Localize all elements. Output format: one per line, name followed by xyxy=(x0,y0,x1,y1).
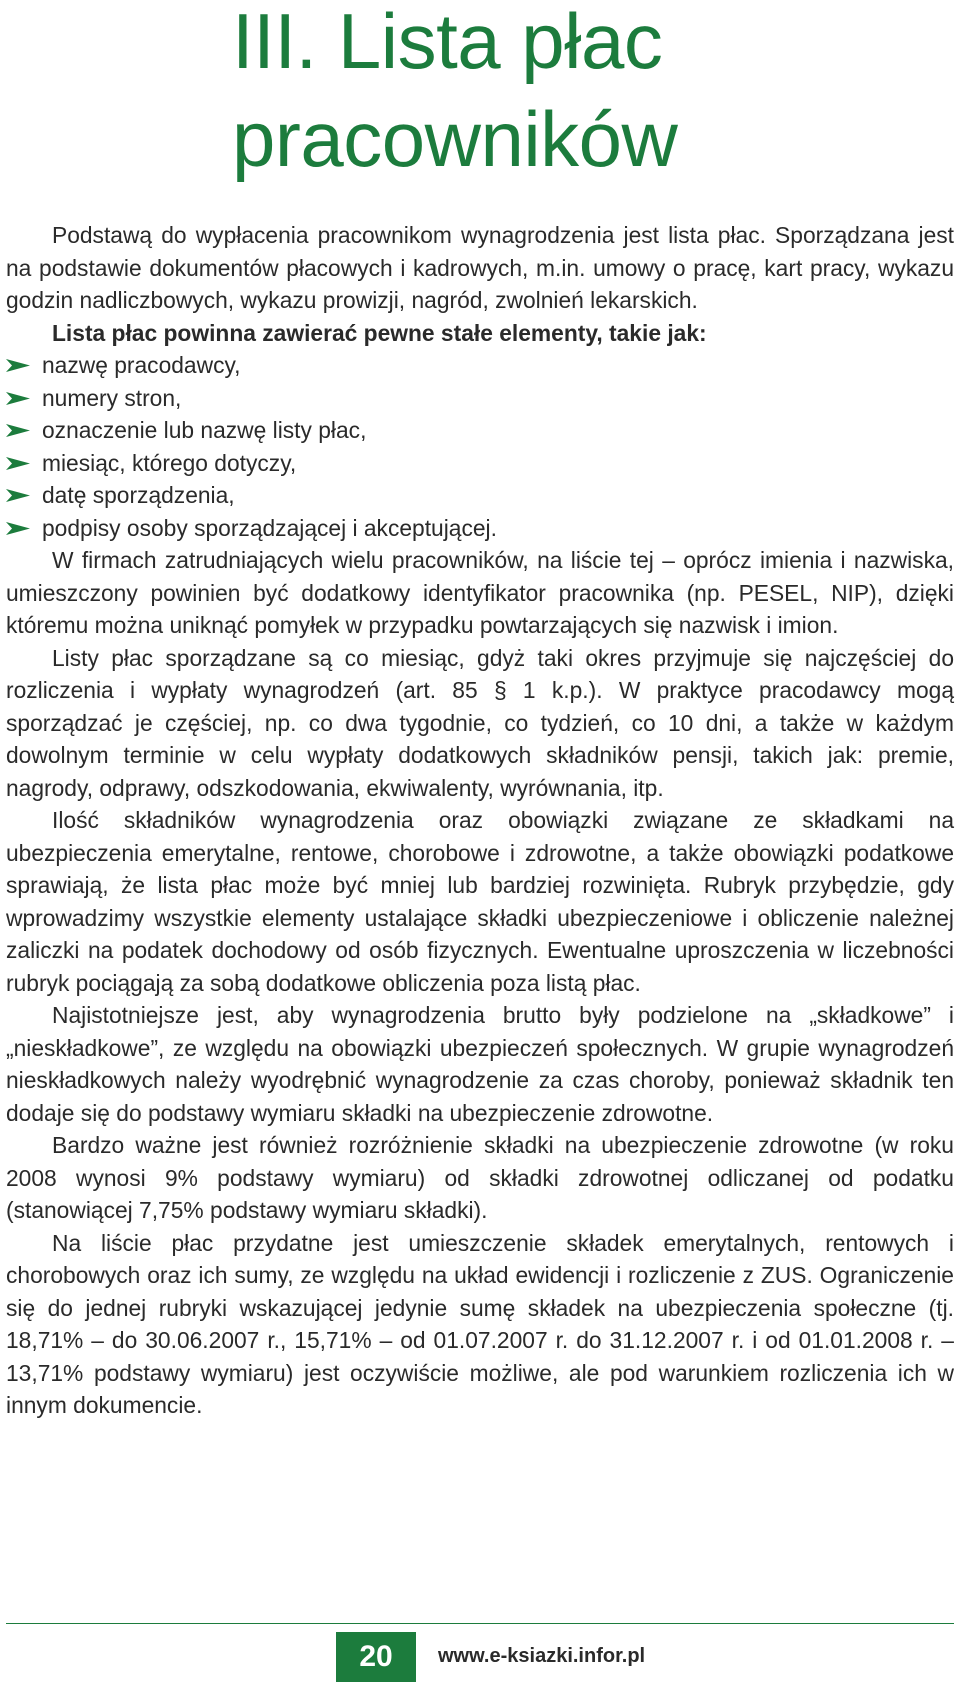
element-list xyxy=(6,349,954,544)
list-item-text: numery stron, xyxy=(42,384,182,411)
list-item-text: nazwę pracodawcy, xyxy=(42,352,241,378)
paragraph: Podstawą do wypłacenia pracownikom wynagrodzenia jest lista płac. Sporządzana jest na podstawie dokumentów płacowych i kadrowych, m.in. umowy o pracę, kart pracy, wykazu godzin nadliczbowych, wykazu prowizji, nagród, zwolnień lekarskich. xyxy=(6,222,954,313)
list-item xyxy=(6,382,954,415)
main-content xyxy=(6,219,954,1422)
list-item xyxy=(6,512,954,545)
page-number: 20 xyxy=(336,1632,416,1682)
list-item xyxy=(6,479,954,512)
arrow-bullet-icon xyxy=(6,457,30,470)
paragraph: Listy płac sporządzane są co miesiąc, gdyż taki okres przyjmuje się najczęściej do rozliczenia i wypłaty wynagrodzeń (art. 85 § 1 k.p.). W praktyce pracodawcy mogą sporządzać je częściej, np. co dwa tygodnie, co tydzień, co 10 dni, a także w każdym dowolnym terminie w celu wypłaty dodatkowych składników pensji, takich jak: premie, nagrody, odprawy, odszkodowania, ekwiwalenty, wyrównania, itp. xyxy=(6,644,954,801)
list-item-text: miesiąc, którego dotyczy, xyxy=(42,449,297,476)
paragraph: Ilość składników wynagrodzenia oraz obowiązki związane ze składkami na ubezpieczenia emerytalne, rentowe, chorobowe i zdrowotne, a także obowiązki podatkowe sprawiają, że lista płac może być mniej lub bardziej rozwinięta. Rubryk przybędzie, gdy wprowadzimy wszystkie elementy ustalające składki ubezpieczeniowe i obliczenie należnej zaliczki na podatek dochodowy od osób fizycznych. Ewentualne uproszczenia w liczebności rubryk pociągają za sobą dodatkowe obliczenia poza listą płac. xyxy=(6,807,954,996)
arrow-bullet-icon xyxy=(6,522,30,535)
paragraph: Na liście płac przydatne jest umieszczenie składek emerytalnych, rentowych i chorobowych oraz ich sumy, ze względu na układ ewidencji i rozliczenie z ZUS. Ograniczenie się do jednej rubryki wskazującej jedynie sumę składek na ubezpieczenia społeczne (tj. 18,71% – do 30.06.2007 r., 15,71% – od 01.07.2007 r. do 31.12.2007 r. i od 01.01.2008 r. – 13,71% podstawy wymiaru) jest oczywiście możliwe, ale pod warunkiem rozliczenia ich w innym dokumencie. xyxy=(6,1229,954,1418)
arrow-bullet-icon xyxy=(6,392,30,405)
paragraph: Najistotniejsze jest, aby wynagrodzenia brutto były podzielone na „składkowe” i „nieskładkowe”, ze względu na obowiązki ubezpieczeń społecznych. W grupie wynagrodzeń nieskładkowych należy wyodrębnić wynagrodzenie za czas choroby, ponieważ składnik ten dodaje się do podstawy wymiaru składki na ubezpieczenie zdrowotne. xyxy=(6,1002,954,1126)
list-item-text: podpisy osoby sporządzającej i akceptującej. xyxy=(42,514,497,541)
list-lead: Lista płac powinna zawierać pewne stałe elementy, takie jak: xyxy=(52,319,707,346)
chapter-title: III. Lista płac pracowników xyxy=(232,0,678,183)
footer-website: www.e-ksiazki.infor.pl xyxy=(438,1645,646,1667)
arrow-bullet-icon xyxy=(6,489,30,502)
list-item xyxy=(6,414,954,447)
list-item-text: oznaczenie lub nazwę listy płac, xyxy=(42,417,367,443)
arrow-bullet-icon xyxy=(6,424,30,437)
footer-divider xyxy=(6,1623,954,1624)
list-item-text: datę sporządzenia, xyxy=(42,482,235,508)
arrow-bullet-icon xyxy=(6,359,30,372)
list-item xyxy=(6,447,954,480)
paragraph: W firmach zatrudniających wielu pracowników, na liście tej – oprócz imienia i nazwiska, umieszczony powinien być dodatkowy identyfikator pracownika (np. PESEL, NIP), dzięki któremu można uniknąć pomyłek w przypadku powtarzających się nazwisk i imion. xyxy=(6,547,954,638)
list-item xyxy=(6,349,954,382)
paragraph: Bardzo ważne jest również rozróżnienie składki na ubezpieczenie zdrowotne (w roku 2008 wynosi 9% podstawy wymiaru) od składki zdrowotnej odliczanej od podatku (stanowiącej 7,75% podstawy wymiaru składki). xyxy=(6,1132,954,1223)
